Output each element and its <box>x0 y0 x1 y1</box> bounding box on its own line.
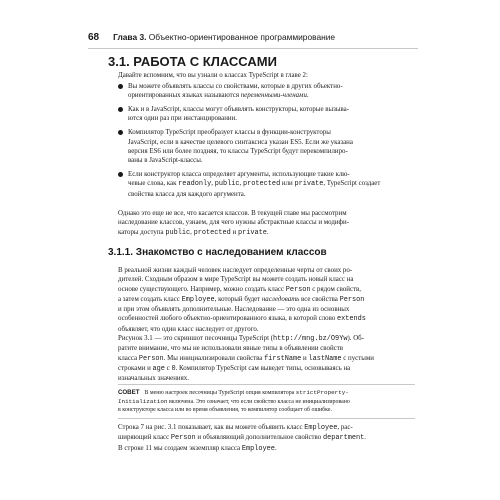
text-line: класса Person. Мы инициализировали свойства firstName и lastName с пустыми <box>118 354 374 363</box>
text-line: ются один раз при инстанцировании. <box>128 115 237 123</box>
text-line: Однако это еще не все, что касается классов. В текущей главе мы рассмотрим <box>118 210 347 217</box>
text-line: JavaScript, если в качестве целевого синтаксиса указан ES5. Если же указана <box>128 138 353 146</box>
text-line: дителей. Сходным образом в мире TypeScript вы можете создать новый класс на <box>118 276 354 284</box>
code-keyword: readonly <box>178 180 212 189</box>
chapter-title: Объектно-ориентированное программирование <box>148 32 336 42</box>
text-line: Если конструктор класса определяет аргументы, использующие такие клю- <box>128 171 350 179</box>
list-item <box>118 170 415 199</box>
code-keyword: Person <box>339 295 365 304</box>
text-line: основе существующего. Например, можно создать класс Person с рядом свойств, <box>118 285 361 294</box>
text-line: Рисунок 3.1 — это скриншот песочницы TypeScript (http://mng.bz/O9Yw). Об- <box>118 335 364 343</box>
url-text: http://mng.bz/O9Yw <box>273 335 348 343</box>
code-keyword: firstName <box>264 354 302 363</box>
tip-label: СОВЕТ <box>118 389 140 396</box>
text-line: наследование классов, узнаем, для чего нужны абстрактные классы и модифи- <box>118 219 350 227</box>
emphasis: наследовать <box>261 295 300 303</box>
bullet-icon <box>118 84 123 89</box>
text-line: ширяющий класс Person и объявляющий дополнительное свойство department. <box>118 434 367 443</box>
code-keyword: protected <box>242 180 281 189</box>
list-item <box>118 105 415 124</box>
text-line: Давайте вспомним, что вы узнали о классах TypeScript в главе 2: <box>118 72 308 79</box>
code-keyword: private <box>294 180 324 189</box>
text-line: каторы доступа public, protected и private. <box>118 228 269 237</box>
code-keyword: department <box>322 434 365 443</box>
text-line: свойства класса для каждого аргумента. <box>128 190 246 198</box>
text-line: строками и age с 0. Компилятор TypeScript сам выведет типы, основываясь на <box>118 364 351 373</box>
code-keyword: Initialization <box>118 397 168 405</box>
paragraph <box>118 423 415 454</box>
paragraph <box>118 334 415 383</box>
list-item <box>118 82 415 101</box>
bullet-icon <box>118 130 123 135</box>
code-keyword: Person <box>170 434 196 443</box>
text-line: ориентированных языках называются переменными-членами. <box>128 92 309 100</box>
text-line: версия ES6 или более поздняя, то классы TypeScript будут перекомпилиро- <box>128 147 348 155</box>
text-line: и при этом объявлять дополнительные. Наследование — это одна из основных <box>118 306 350 314</box>
text-line: чевые слова, как readonly, public, protected или private, TypeScript создает <box>128 180 381 189</box>
chapter-label: Глава 3. <box>113 32 147 42</box>
text-line: ратите внимание, что мы не использовали явные типы в объявлении свойств <box>118 345 343 353</box>
code-keyword: 0 <box>171 364 176 373</box>
code-keyword: Person <box>138 354 164 363</box>
code-keyword: Employee <box>241 444 275 453</box>
emphasis: переменными-членами <box>240 92 307 100</box>
subsection-heading: 3.1.1. Знакомство с наследованием классов <box>108 247 327 258</box>
text-line: ваны в JavaScript-классы. <box>128 157 203 165</box>
tip-box <box>118 384 415 419</box>
code-keyword: strictProperty- <box>295 389 349 396</box>
text-line: в конструкторе класса или во время объявления, то компилятор сообщает об ошибке. <box>118 406 332 413</box>
code-keyword: age <box>152 364 165 373</box>
running-header <box>88 31 418 44</box>
code-keyword: extends <box>336 315 366 324</box>
text-line: Компилятор TypeScript преобразует классы в функции-конструкторы <box>128 129 331 137</box>
code-keyword: public <box>214 180 240 189</box>
code-keyword: Person <box>285 285 311 294</box>
header-rule <box>88 48 418 49</box>
code-keyword: lastName <box>308 354 342 363</box>
list-item <box>118 128 415 165</box>
bullet-icon <box>118 107 123 112</box>
text-line: изначальных значениях. <box>118 375 189 383</box>
section-heading: 3.1. РАБОТА С КЛАССАМИ <box>108 54 277 69</box>
text-line: особенностей любого объектно-ориентированного языка, в которой слово extends <box>118 315 366 324</box>
text-line: Вы можете объявлять классы со свойствами, которые в других объектно- <box>128 83 343 90</box>
text-line: Как и в JavaScript, классы могут объявлять конструкторы, которые вызыва- <box>128 106 350 114</box>
text-line: Initialization включена. Это означает, что если свойство класса не инициализировано <box>118 397 350 405</box>
text-line: Строка 7 на рис. 3.1 показывает, как вы можете объявить класс Employee, рас- <box>118 424 353 432</box>
code-keyword: Employee <box>304 424 338 432</box>
text-line: В строке 11 мы создаем экземпляр класса Employee. <box>118 444 277 453</box>
code-keyword: protected <box>193 228 231 237</box>
intro-paragraph <box>118 71 415 80</box>
text-line: объявляет, что один класс наследует от другого. <box>118 325 259 333</box>
paragraph <box>118 266 415 334</box>
text-line: а затем создать класс Employee, который будет наследовать все свойства Person <box>118 295 365 304</box>
text-line: В реальной жизни каждый человек наследует определенные черты от своих ро- <box>118 267 353 274</box>
bullet-icon <box>118 172 123 177</box>
paragraph <box>118 209 415 238</box>
code-keyword: Employee <box>181 295 215 304</box>
bullet-list <box>118 82 415 204</box>
code-keyword: private <box>237 228 267 237</box>
page-number: 68 <box>88 32 100 43</box>
text-line: СОВЕТ В меню настроек песочницы TypeScript опция компилятора strictProperty- <box>118 389 349 396</box>
code-keyword: public <box>165 228 191 237</box>
